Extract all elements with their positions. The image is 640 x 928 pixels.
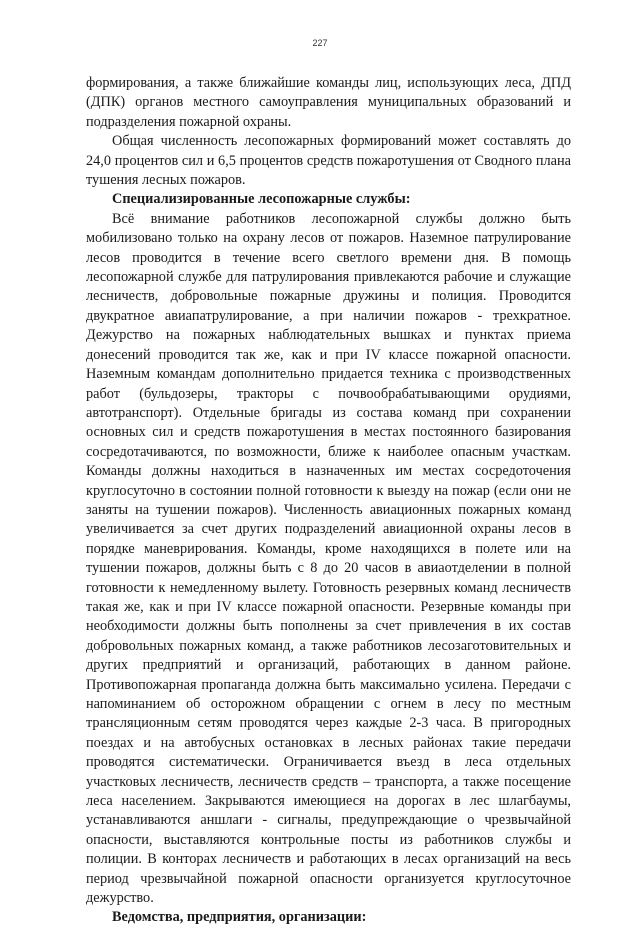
page-number: 227 — [312, 38, 328, 48]
section-heading-specialized-services: Специализированные лесопожарные службы: — [112, 191, 411, 208]
document-body — [86, 74, 571, 928]
paragraph-total-strength: Общая численность лесопожарных формирований может составлять до 24,0 процентов сил и 6,5 процентов средств пожаротушения от Сводного плана тушения лесных пожаров. — [86, 133, 571, 189]
paragraph-continuation: формирования, а также ближайшие команды лиц, использующих леса, ДПД (ДПК) органов местного самоуправления муниципальных образований и подразделения пожарной охраны. — [86, 75, 571, 130]
section-heading-departments: Ведомства, предприятия, организации: — [112, 909, 367, 926]
paragraph-specialized-services: Всё внимание работников лесопожарной службы должно быть мобилизовано только на охрану лесов от пожаров. Наземное патрулирование лесов проводится в течение всего светлого времени дня. В помощь лесопожарной службе для патрулирования привлекаются рабочие и служащие лесничеств, добровольные пожарные дружины и полиция. Проводится двукратное авиапатрулирование, а при наличии пожаров - трехкратное. Дежурство на пожарных наблюдательных вышках и пунктах приема донесений проводится так же, как и при IV классе пожарной опасности. Наземным командам дополнительно придается техника с производственных работ (бульдозеры, тракторы с почвообрабатывающими орудиями, автотранспорт). Отдельные бригады из состава команд при сохранении основных сил и средств пожаротушения в местах постоянного базирования сосредотачиваются, по возможности, ближе к наиболее опасным участкам. Команды должны находиться в назначенных им местах сосредоточения круглосуточно в состоянии полной готовности к выезду на пожар (если они не заняты на тушении пожаров). Численность авиационных пожарных команд увеличивается за счет других подразделений авиационной охраны лесов в порядке маневрирования. Команды, кроме находящихся в полете или на тушении пожаров, должны быть с 8 до 20 часов в авиаотделении в полной готовности к немедленному вылету. Готовность резервных команд лесничеств такая же, как и при IV классе пожарной опасности. Резервные команды при необходимости должны быть пополнены за счет привлечения в их состав добровольных пожарных команд, а также работников лесозаготовительных и других предприятий и организаций, работающих в данном районе. Противопожарная пропаганда должна быть максимально усилена. Передачи с напоминанием об осторожном обращении с огнем в лесу по местным трансляционным сетям проводятся через каждые 2-3 часа. В пригородных поездах и на автобусных остановках в лесных районах такие передачи проводятся систематически. Ограничивается въезд в леса отдельных участковых лесничеств, лесничеств средств – транспорта, а также посещение леса населением. Закрываются имеющиеся на дорогах в лес шлагбаумы, устанавливаются аншлаги - сигналы, предупреждающие о чрезвычайной опасности, выставляются контрольные посты из работников службы и полиции. В конторах лесничеств и работающих в лесах организаций на весь период чрезвычайной пожарной опасности организуется круглосуточное дежурство. — [86, 210, 571, 907]
